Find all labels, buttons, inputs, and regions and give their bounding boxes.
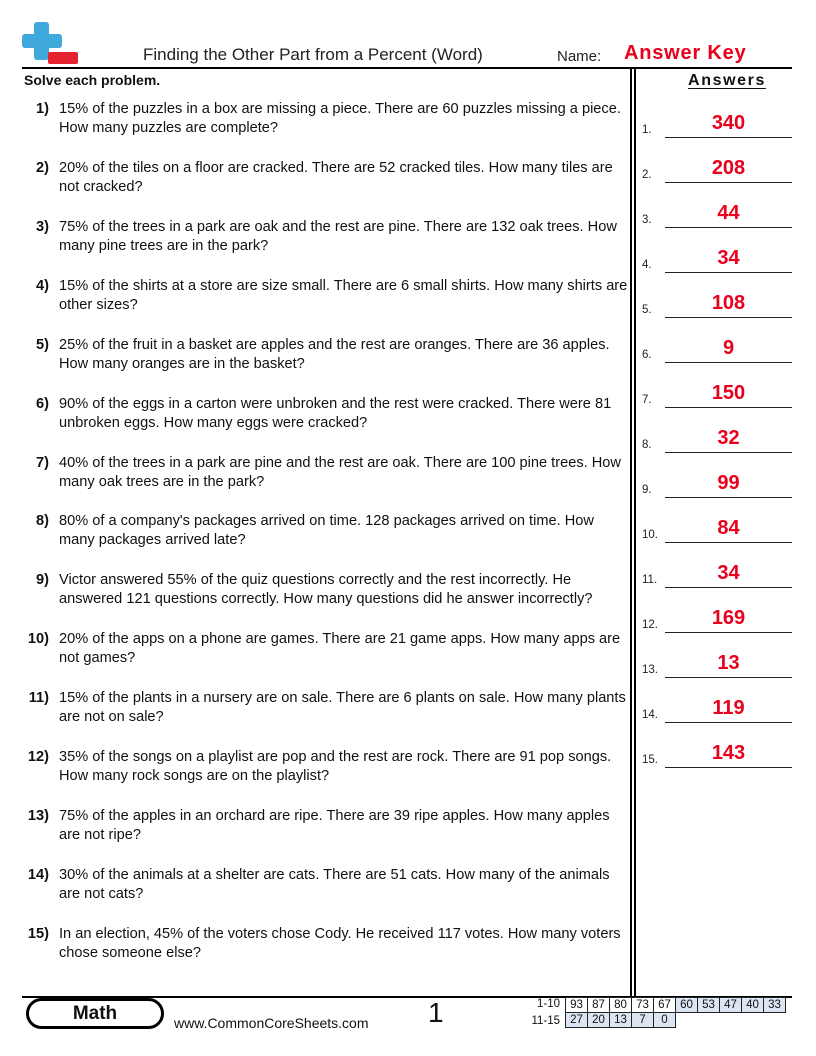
answer-value: 34 (717, 247, 740, 269)
problem-number: 12) (27, 749, 49, 765)
answer-line (665, 497, 792, 498)
answer-slot (642, 288, 794, 318)
answer-number: 13. (642, 664, 658, 676)
problem-number: 15) (27, 926, 49, 942)
score-table (565, 997, 786, 1028)
score-cell: 87 (588, 998, 610, 1013)
answer-slot (642, 603, 794, 633)
problem-number: 4) (36, 278, 49, 294)
answer-slot (642, 423, 794, 453)
score-cell-empty (720, 1013, 742, 1028)
answer-value: 84 (717, 517, 740, 539)
problem-number: 14) (27, 867, 49, 883)
answer-slot (642, 108, 794, 138)
problem-number: 9) (36, 572, 49, 588)
problem-number: 3) (36, 219, 49, 235)
website-url: www.CommonCoreSheets.com (174, 1015, 369, 1031)
problem-number: 10) (27, 631, 49, 647)
problem-text: 20% of the tiles on a floor are cracked. There are 52 cracked tiles. How many tiles are not cracked? (59, 160, 613, 195)
problem-text: 40% of the trees in a park are pine and the rest are oak. There are 100 pine trees. How many oak trees are in the park? (59, 455, 621, 490)
answer-line (665, 632, 792, 633)
problem-number: 13) (27, 808, 49, 824)
answer-line (665, 542, 792, 543)
score-cell: 13 (610, 1013, 632, 1028)
answer-slot (642, 648, 794, 678)
answer-value: 44 (717, 202, 740, 224)
column-divider (630, 69, 632, 997)
column-divider (634, 69, 636, 997)
instructions: Solve each problem. (24, 72, 161, 88)
header-rule (22, 67, 792, 69)
score-cell: 93 (566, 998, 588, 1013)
answer-slot (642, 468, 794, 498)
problem-text: 15% of the plants in a nursery are on sale. There are 6 plants on sale. How many plants are not on sale? (59, 690, 626, 725)
score-cell: 67 (654, 998, 676, 1013)
score-cell: 40 (742, 998, 764, 1013)
score-cell-empty (676, 1013, 698, 1028)
answer-line (665, 677, 792, 678)
answer-slot (642, 153, 794, 183)
score-cell: 33 (764, 998, 786, 1013)
answer-line (665, 452, 792, 453)
answer-value: 143 (711, 742, 746, 764)
answer-number: 10. (642, 529, 658, 541)
name-value: Answer Key (624, 42, 747, 64)
score-cell: 80 (610, 998, 632, 1013)
problem-number: 2) (36, 160, 49, 176)
score-cell: 73 (632, 998, 654, 1013)
problem-number: 7) (36, 455, 49, 471)
answer-value: 150 (711, 382, 746, 404)
problem-text: 20% of the apps on a phone are games. There are 21 game apps. How many apps are not games? (59, 631, 621, 666)
score-cell-empty (764, 1013, 786, 1028)
answer-slot (642, 738, 794, 768)
answer-number: 5. (642, 304, 652, 316)
score-cell: 27 (566, 1013, 588, 1028)
score-cell: 0 (654, 1013, 676, 1028)
page-number: 1 (428, 997, 444, 1028)
answer-slot (642, 243, 794, 273)
problem-number: 8) (36, 513, 49, 529)
answer-value: 108 (711, 292, 746, 314)
answer-line (665, 362, 792, 363)
answer-value: 34 (717, 562, 740, 584)
score-row (566, 1013, 786, 1028)
problem-text: 15% of the puzzles in a box are missing a piece. There are 60 puzzles missing a piece. How many puzzles are complete? (59, 101, 621, 136)
answer-value: 99 (717, 472, 740, 494)
problem-text: In an election, 45% of the voters chose Cody. He received 117 votes. How many voters chose someone else? (59, 926, 621, 961)
answer-number: 15. (642, 754, 658, 766)
problem-text: 15% of the shirts at a store are size small. There are 6 small shirts. How many shirts are other sizes? (59, 278, 628, 313)
problem-text: 75% of the apples in an orchard are ripe. There are 39 ripe apples. How many apples are not ripe? (59, 808, 610, 843)
answer-number: 6. (642, 349, 652, 361)
answer-number: 7. (642, 394, 652, 406)
answer-number: 12. (642, 619, 658, 631)
plus-minus-logo-icon (22, 22, 80, 68)
answer-line (665, 767, 792, 768)
answer-number: 9. (642, 484, 652, 496)
name-label: Name: (557, 48, 602, 65)
score-row-label: 1-10 (536, 998, 560, 1010)
score-cell: 47 (720, 998, 742, 1013)
problem-text: 80% of a company's packages arrived on time. 128 packages arrived on time. How many packages arrived late? (59, 513, 594, 548)
answer-value: 13 (717, 652, 740, 674)
score-cell-empty (742, 1013, 764, 1028)
problem-text: 25% of the fruit in a basket are apples and the rest are oranges. There are 36 apples. How many oranges are in the basket? (59, 337, 610, 372)
score-row (566, 998, 786, 1013)
problem-text: 35% of the songs on a playlist are pop and the rest are rock. There are 91 pop songs. How many rock songs are on the playlist? (59, 749, 612, 784)
answer-value: 9 (722, 337, 735, 359)
problem-text: Victor answered 55% of the quiz questions correctly and the rest incorrectly. He answered 121 questions correctly. How many questions did he answer incorrectly? (59, 572, 593, 607)
score-cell: 7 (632, 1013, 654, 1028)
problem-number: 1) (36, 101, 49, 117)
problem-text: 75% of the trees in a park are oak and the rest are pine. There are 132 oak trees. How many pine trees are in the park? (59, 219, 617, 254)
answer-line (665, 227, 792, 228)
answer-number: 4. (642, 259, 652, 271)
score-cell: 53 (698, 998, 720, 1013)
score-cell: 20 (588, 1013, 610, 1028)
answer-slot (642, 378, 794, 408)
score-cell: 60 (676, 998, 698, 1013)
answer-line (665, 272, 792, 273)
problem-number: 6) (36, 396, 49, 412)
answer-number: 11. (642, 574, 658, 586)
answer-value: 169 (711, 607, 746, 629)
problem-number: 11) (28, 690, 49, 706)
answer-number: 3. (642, 214, 652, 226)
answer-number: 1. (642, 124, 652, 136)
subject-badge: Math (26, 998, 164, 1029)
answer-line (665, 587, 792, 588)
answer-line (665, 407, 792, 408)
problem-number: 5) (36, 337, 49, 353)
answer-value: 32 (717, 427, 740, 449)
answer-value: 340 (711, 112, 746, 134)
answer-line (665, 722, 792, 723)
answers-heading: Answers (688, 72, 766, 89)
answer-line (665, 317, 792, 318)
answer-line (665, 182, 792, 183)
answer-value: 208 (711, 157, 746, 179)
answer-slot (642, 513, 794, 543)
answer-value: 119 (712, 697, 745, 719)
answer-number: 14. (642, 709, 658, 721)
answer-slot (642, 693, 794, 723)
problem-text: 90% of the eggs in a carton were unbroken and the rest were cracked. There were 81 unbroken eggs. How many eggs were cracked? (59, 396, 612, 431)
problem-text: 30% of the animals at a shelter are cats. There are 51 cats. How many of the animals are not cats? (59, 867, 610, 902)
score-row-label: 11-15 (531, 1015, 560, 1027)
score-cell-empty (698, 1013, 720, 1028)
worksheet-title: Finding the Other Part from a Percent (Word) (143, 45, 483, 64)
answer-slot (642, 333, 794, 363)
answer-line (665, 137, 792, 138)
answer-number: 8. (642, 439, 652, 451)
answer-number: 2. (642, 169, 652, 181)
answer-slot (642, 558, 794, 588)
answer-slot (642, 198, 794, 228)
